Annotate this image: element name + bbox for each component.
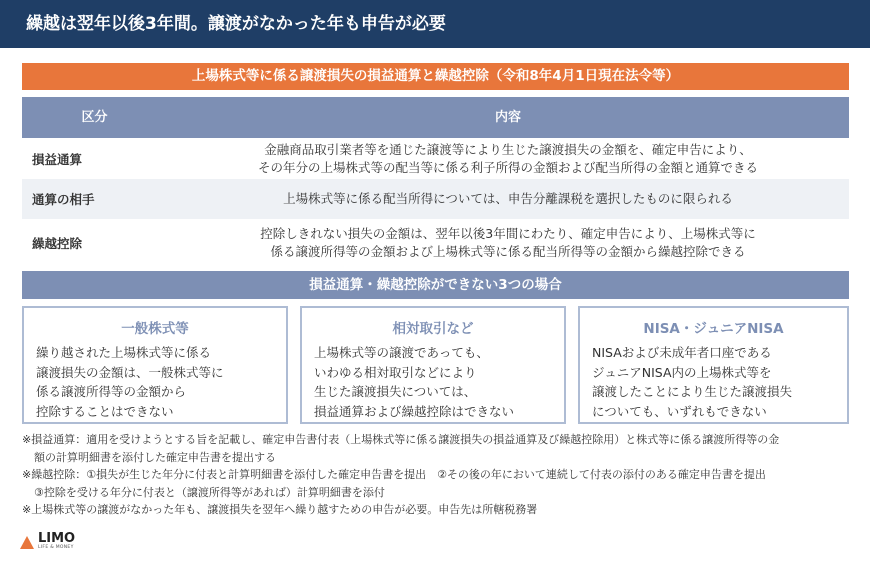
footnote-line: 額の計算明細書を添付した確定申告書を提出する — [34, 450, 276, 464]
table-header — [22, 97, 849, 138]
exceptions-title-bar: 損益通算・繰越控除ができない3つの場合 — [22, 271, 849, 299]
case-title: 相対取引など — [392, 321, 474, 337]
case-title: 一般株式等 — [121, 321, 189, 337]
case-body — [302, 343, 564, 421]
footnote-line: ※繰越控除：①損失が生じた年分に付表と計算明細書を添付した確定申告書を提出 ②その後の年において連続して付表の添付のある確定申告書を提出 — [22, 468, 766, 481]
row-content-line: 上場株式等に係る配当所得については、申告分離課税を選択したものに限られる — [283, 191, 733, 206]
table-row — [22, 179, 849, 219]
footnote-line: ※上場株式等の譲渡がなかった年も、譲渡損失を翌年へ繰り越すための申告が必要。申告先は所轄税務署 — [22, 503, 538, 516]
case-line: 係る譲渡所得等の金額から — [36, 384, 187, 399]
case-line: 損益通算および繰越控除はできない — [314, 403, 515, 419]
page-title: 繰越は翌年以後3年間。譲渡がなかった年も申告が必要 — [0, 0, 870, 48]
case-box — [300, 306, 566, 424]
logo-triangle-icon — [20, 536, 34, 549]
section-title-bar: 上場株式等に係る譲渡損失の損益通算と繰越控除（令和8年4月1日現在法令等） — [22, 63, 849, 90]
case-line: 上場株式等の譲渡であっても、 — [314, 345, 489, 360]
case-line: ジュニアNISA内の上場株式等を — [592, 364, 772, 380]
case-body — [24, 343, 286, 421]
row-label: 損益通算 — [32, 151, 83, 167]
footnote-line: ※損益通算：適用を受けようとする旨を記載し、確定申告書付表（上場株式等に係る譲渡損失の損益通算及び繰越控除用）と株式等に係る譲渡所得等の金 — [22, 433, 780, 446]
row-content-line: 金融商品取引業者等を通じた譲渡等により生じた譲渡損失の金額を、確定申告により、 — [264, 141, 752, 157]
row-content — [167, 225, 849, 261]
case-box — [578, 306, 849, 424]
footnotes — [22, 431, 862, 519]
case-line: についても、いずれもできない — [592, 403, 767, 419]
row-content-line: 控除しきれない損失の金額は、翌年以後3年間にわたり、確定申告により、上場株式等に — [260, 226, 756, 241]
header-category: 区分 — [81, 110, 108, 125]
brand-logo — [20, 533, 75, 551]
table-row — [22, 138, 849, 179]
logo-name: LIMO — [38, 531, 76, 546]
logo-tagline: LIFE & MONEY — [38, 545, 74, 550]
case-line: いわゆる相対取引などにより — [314, 364, 477, 380]
case-line: NISAおよび未成年者口座である — [592, 345, 772, 360]
row-content-line: その年分の上場株式等の配当等に係る利子所得の金額および配当所得の金額と通算できる — [257, 159, 758, 175]
table-row — [22, 219, 849, 267]
case-line: 譲渡損失の金額は、一般株式等に — [36, 364, 224, 380]
row-label: 通算の相手 — [32, 192, 95, 207]
case-line: 繰り越された上場株式等に係る — [36, 345, 212, 360]
case-line: 控除することはできない — [36, 403, 174, 419]
case-line: 生じた譲渡損失については、 — [314, 384, 477, 399]
header-content: 内容 — [494, 110, 521, 125]
row-content-line: 係る譲渡所得等の金額および上場株式等に係る配当所得等の金額から繰越控除できる — [270, 244, 746, 259]
case-body — [580, 343, 847, 421]
case-title: NISA・ジュニアNISA — [643, 321, 784, 337]
footnote-line: ③控除を受ける年分に付表と（譲渡所得等があれば）計算明細書を添付 — [34, 485, 385, 499]
rules-table — [22, 97, 849, 267]
row-content — [167, 141, 849, 177]
row-label: 繰越控除 — [32, 236, 83, 251]
case-line: 譲渡したことにより生じた譲渡損失 — [592, 384, 793, 399]
case-box — [22, 306, 288, 424]
row-content — [167, 190, 849, 208]
